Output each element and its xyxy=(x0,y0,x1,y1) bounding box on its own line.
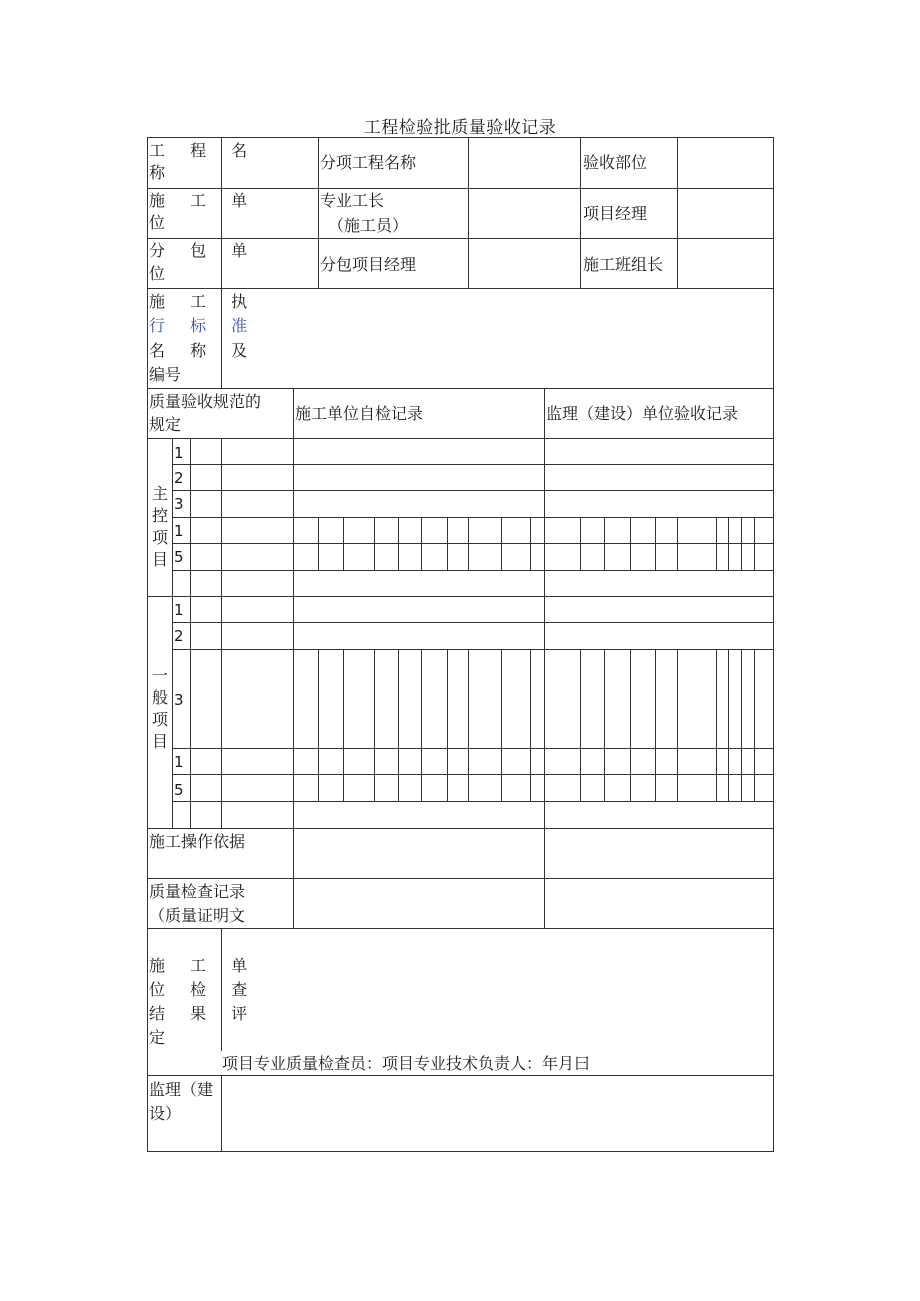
sub-project-label: 分项工程名称 xyxy=(320,153,417,172)
main-row-number: 3 xyxy=(174,495,184,513)
signature-line: 项目专业质量检查员：项目专业技术负责人：年月曰 xyxy=(222,1054,591,1073)
main-row-number: 2 xyxy=(174,469,184,487)
supervision-label: 监理（建设）单位验收记录 xyxy=(546,404,739,423)
main-items-label: 主控项目 xyxy=(151,484,168,569)
spec-label-cont: 规定 xyxy=(149,415,182,434)
main-row-number: 5 xyxy=(174,548,184,566)
standard-label-3: 名 称 及 xyxy=(149,341,258,360)
general-items-label: 一般项目 xyxy=(151,666,168,751)
general-row-number: 2 xyxy=(174,627,184,645)
foreman-label: 专业工长 xyxy=(320,191,385,210)
project-name-label-cont: 称 xyxy=(149,163,166,182)
acceptance-part-label: 验收部位 xyxy=(583,153,648,172)
project-manager-label: 项目经理 xyxy=(583,204,648,223)
contractor-label: 施 工 单 xyxy=(149,191,258,210)
general-row-number: 1 xyxy=(174,753,184,771)
main-row-number: 1 xyxy=(174,522,184,540)
standard-label: 施 工 执 xyxy=(149,292,258,311)
spec-label: 质量验收规范的 xyxy=(149,392,262,411)
subcontractor-label-cont: 位 xyxy=(149,264,166,283)
subcontractor-label: 分 包 单 xyxy=(149,241,258,260)
result-label: 施 工 单 xyxy=(149,956,258,975)
general-row-number: 5 xyxy=(174,781,184,799)
supervision-sign-label: 监理（建 xyxy=(149,1080,214,1099)
basis-label: 施工操作依据 xyxy=(149,832,246,851)
self-check-label: 施工单位自检记录 xyxy=(295,404,424,423)
team-leader-label: 施工班组长 xyxy=(583,255,664,274)
quality-record-label-cont: （质量证明文 xyxy=(149,906,246,925)
main-row-number: 1 xyxy=(174,444,184,462)
standard-label-link: 行 标 准 xyxy=(149,316,258,335)
contractor-label-cont: 位 xyxy=(149,213,166,232)
result-label-4: 定 xyxy=(149,1028,166,1047)
page-title: 工程检验批质量验收记录 xyxy=(363,118,557,138)
general-row-number: 3 xyxy=(174,691,184,709)
sub-pm-label: 分包项目经理 xyxy=(320,255,417,274)
project-name-label: 工 程 名 xyxy=(149,141,258,160)
standard-label-4: 编号 xyxy=(149,365,182,384)
quality-record-label: 质量检查记录 xyxy=(149,882,246,901)
general-row-number: 1 xyxy=(174,601,184,619)
foreman-label-sub: （施工员） xyxy=(328,216,409,235)
result-label-2: 位 检 查 xyxy=(149,980,258,999)
supervision-sign-label-cont: 设） xyxy=(149,1104,182,1123)
result-label-3: 结 果 评 xyxy=(149,1004,258,1023)
